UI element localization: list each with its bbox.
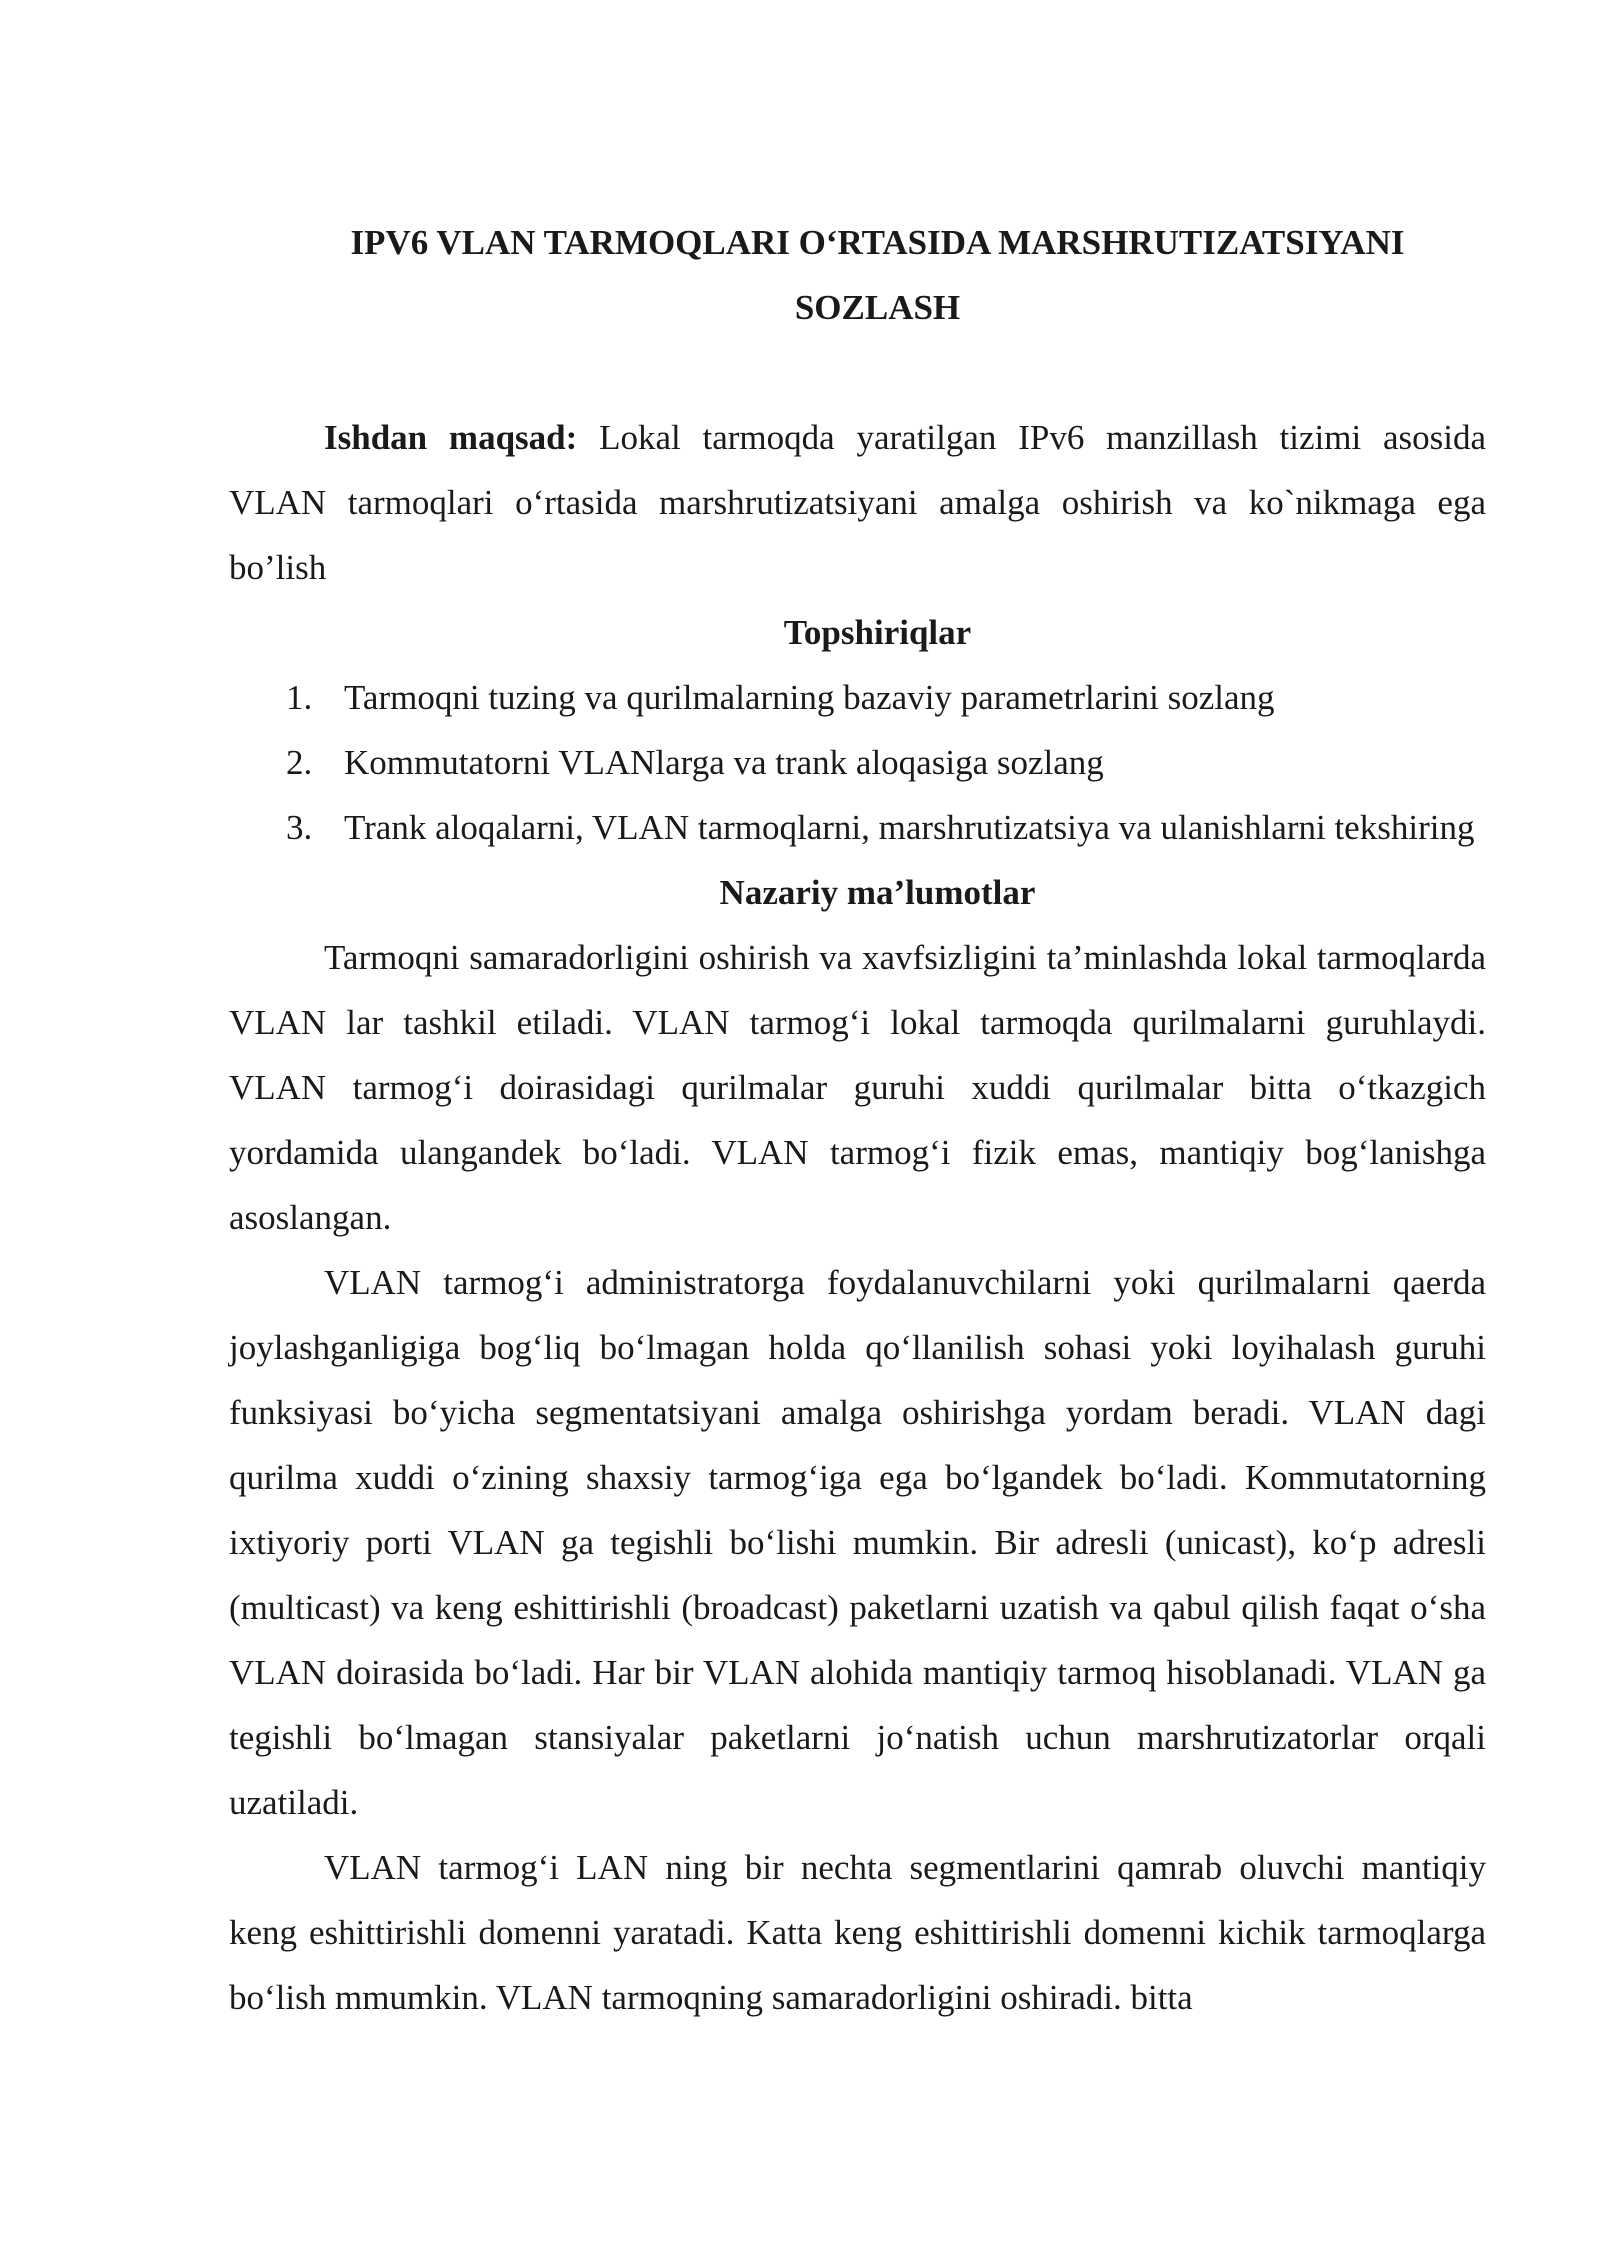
- theory-paragraph-2: VLAN tarmog‘i administratorga foydalanuvchilarni yoki qurilmalarni qaerda joylashganligiga bog‘liq bo‘lmagan holda qo‘llanilish sohasi yoki loyihalash guruhi funksiyasi bo‘yicha segmentatsiyani amalga oshirishga yordam beradi. VLAN dagi qurilma xuddi o‘zining shaxsiy tarmog‘iga ega bo‘lgandek bo‘ladi. Kommutatorning ixtiyoriy porti VLAN ga tegishli bo‘lishi mumkin. Bir adresli (unicast), ko‘p adresli (multicast) va keng eshittirishli (broadcast) paketlarni uzatish va qabul qilish faqat o‘sha VLAN doirasida bo‘ladi. Har bir VLAN alohida mantiqiy tarmoq hisoblanadi. VLAN ga tegishli bo‘lmagan stansiyalar paketlarni jo‘natish uchun marshrutizatorlar orqali uzatiladi.: [229, 1263, 1486, 1822]
- list-item-text: Trank aloqalarni, VLAN tarmoqlarni, marshrutizatsiya va ulanishlarni tekshiring: [344, 808, 1475, 847]
- document-page: [229, 210, 1486, 2030]
- tasks-list: [229, 665, 1486, 860]
- list-item-number: 1.: [286, 678, 313, 717]
- list-item: [229, 795, 1486, 860]
- list-item: [229, 665, 1486, 730]
- theory-paragraph-3: VLAN tarmog‘i LAN ning bir nechta segmentlarini qamrab oluvchi mantiqiy keng eshittirishli domenni yaratadi. Katta keng eshittirishli domenni kichik tarmoqlarga bo‘lish mmumkin. VLAN tarmoqning samaradorligini oshiradi. bitta: [229, 1848, 1486, 2017]
- goal-label: Ishdan maqsad:: [324, 418, 578, 457]
- goal-paragraph: [229, 405, 1486, 600]
- list-item-number: 2.: [286, 743, 313, 782]
- list-item-text: Kommutatorni VLANlarga va trank aloqasiga sozlang: [344, 743, 1104, 782]
- title-line-1: IPV6 VLAN TARMOQLARI O‘RTASIDA MARSHRUTIZATSIYANI: [350, 223, 1405, 262]
- theory-heading: Nazariy ma’lumotlar: [719, 873, 1036, 912]
- list-item: [229, 730, 1486, 795]
- list-item-number: 3.: [286, 808, 313, 847]
- title-line-2: SOZLASH: [794, 288, 961, 327]
- list-item-text: Tarmoqni tuzing va qurilmalarning bazaviy parametrlarini sozlang: [344, 678, 1275, 717]
- tasks-heading: Topshiriqlar: [783, 613, 972, 652]
- goal-text: Lokal tarmoqda yaratilgan IPv6 manzillash tizimi asosida VLAN tarmoqlari o‘rtasida marshrutizatsiyani amalga oshirish va ko`nikmaga ega bo’lish: [229, 418, 1486, 587]
- theory-paragraph-1: Tarmoqni samaradorligini oshirish va xavfsizligini ta’minlashda lokal tarmoqlarda VLAN lar tashkil etiladi. VLAN tarmog‘i lokal tarmoqda qurilmalarni guruhlaydi. VLAN tarmog‘i doirasidagi qurilmalar guruhi xuddi qurilmalar bitta o‘tkazgich yordamida ulangandek bo‘ladi. VLAN tarmog‘i fizik emas, mantiqiy bog‘lanishga asoslangan.: [229, 938, 1486, 1237]
- document-title: [229, 210, 1486, 340]
